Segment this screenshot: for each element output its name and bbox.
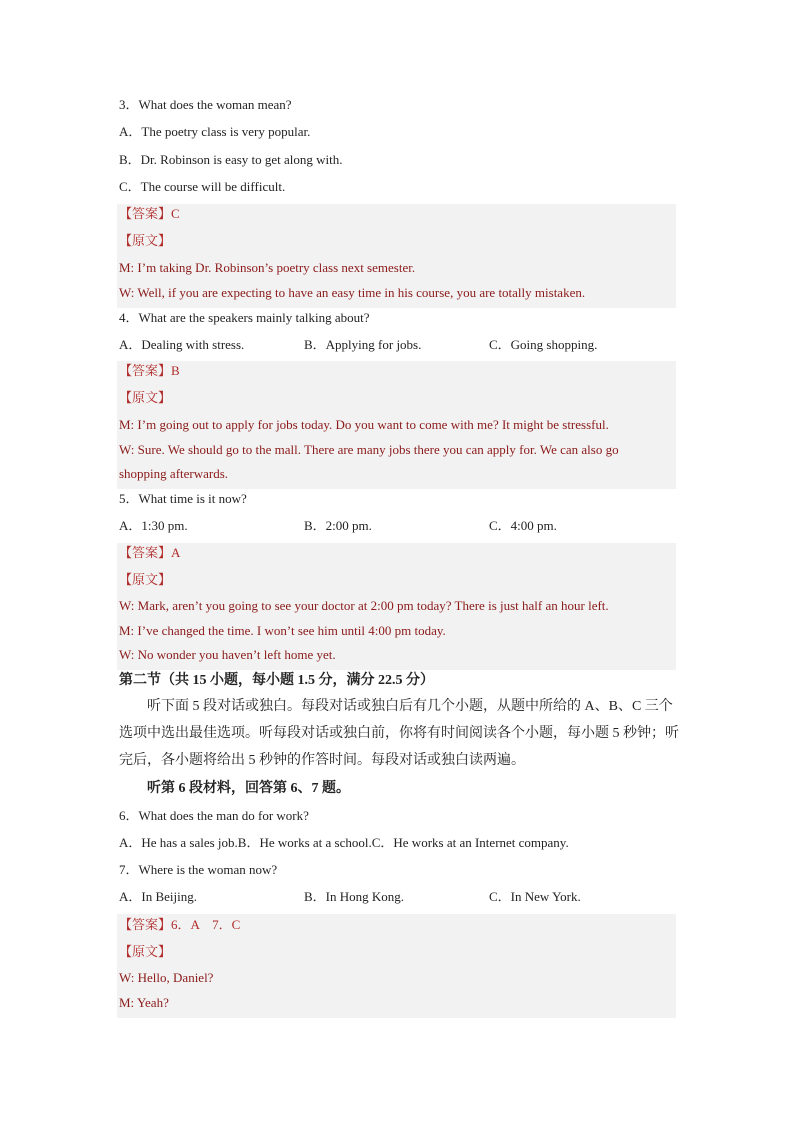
q5-option-b: B．2:00 pm. (304, 518, 372, 533)
q5-answer-line (119, 545, 180, 561)
answer-tag: 【答案】 (119, 545, 172, 560)
answer-value: C (171, 206, 180, 221)
q5-option-a: A．1:30 pm. (119, 518, 188, 533)
section2-instruction-3: 完后，各小题将给出 5 秒钟的作答时间。每段对话或独白读两遍。 (119, 753, 525, 768)
answer-value: A (171, 545, 181, 560)
q7-question: 7．Where is the woman now? (119, 862, 278, 877)
q4-option-b: B．Applying for jobs. (304, 337, 422, 352)
q6-options: A．He has a sales job.B．He works at a school.C．He works at an Internet company. (119, 835, 569, 850)
answer-value: B (171, 363, 180, 378)
q7-option-a: A．In Beijing. (119, 889, 197, 904)
q5-question: 5．What time is it now? (119, 491, 247, 506)
q4-answer-line (119, 363, 180, 379)
q7-script-w: W: Hello, Daniel? (119, 970, 214, 985)
q7-option-c: C．In New York. (489, 889, 581, 904)
script-tag: 【原文】 (119, 233, 172, 248)
q3-option-b: B．Dr. Robinson is easy to get along with. (119, 152, 343, 167)
answer-tag: 【答案】 (119, 917, 172, 932)
q5-script-m: M: I’ve changed the time. I won’t see him until 4:00 pm today. (119, 623, 446, 638)
script-tag: 【原文】 (119, 944, 172, 959)
q4-option-a: A．Dealing with stress. (119, 337, 245, 352)
q3-script-m: M: I’m taking Dr. Robinson’s poetry class next semester. (119, 260, 416, 275)
listen-6-heading: 听第 6 段材料，回答第 6、7 题。 (147, 781, 350, 796)
script-tag: 【原文】 (119, 390, 172, 405)
q4-option-c: C．Going shopping. (489, 337, 598, 352)
q3-option-a: A．The poetry class is very popular. (119, 124, 311, 139)
q6-question: 6．What does the man do for work? (119, 808, 309, 823)
q5-script-w-1: W: Mark, aren’t you going to see your doctor at 2:00 pm today? There is just half an hour left. (119, 598, 609, 613)
q5-option-c: C．4:00 pm. (489, 518, 557, 533)
q7-option-b: B．In Hong Kong. (304, 889, 405, 904)
q3-script-w: W: Well, if you are expecting to have an easy time in his course, you are totally mistaken. (119, 285, 586, 300)
q6-7-answer-line (119, 917, 240, 933)
q4-script-w-2: shopping afterwards. (119, 466, 229, 481)
q5-script-w-2: W: No wonder you haven’t left home yet. (119, 647, 336, 662)
section2-instruction-2: 选项中选出最佳选项。听每段对话或独白前，你将有时间阅读各个小题，每小题 5 秒钟；听 (119, 726, 679, 741)
q3-question: 3．What does the woman mean? (119, 97, 292, 112)
q4-script-w-1: W: Sure. We should go to the mall. There are many jobs there you can apply for. We can also go (119, 442, 619, 457)
q7-script-m: M: Yeah? (119, 995, 169, 1010)
script-tag: 【原文】 (119, 572, 172, 587)
section2-instruction-1: 听下面 5 段对话或独白。每段对话或独白后有几个小题，从题中所给的 A、B、C 三个 (147, 699, 673, 714)
section2-heading: 第二节（共 15 小题，每小题 1.5 分，满分 22.5 分） (119, 673, 434, 688)
answer-tag: 【答案】 (119, 363, 172, 378)
q4-question: 4．What are the speakers mainly talking about? (119, 310, 370, 325)
q4-script-m: M: I’m going out to apply for jobs today. Do you want to come with me? It might be stressful. (119, 417, 609, 432)
answer-value: 6．A 7．C (171, 917, 241, 932)
q3-answer-line (119, 206, 180, 222)
answer-tag: 【答案】 (119, 206, 172, 221)
q3-option-c: C．The course will be difficult. (119, 179, 286, 194)
